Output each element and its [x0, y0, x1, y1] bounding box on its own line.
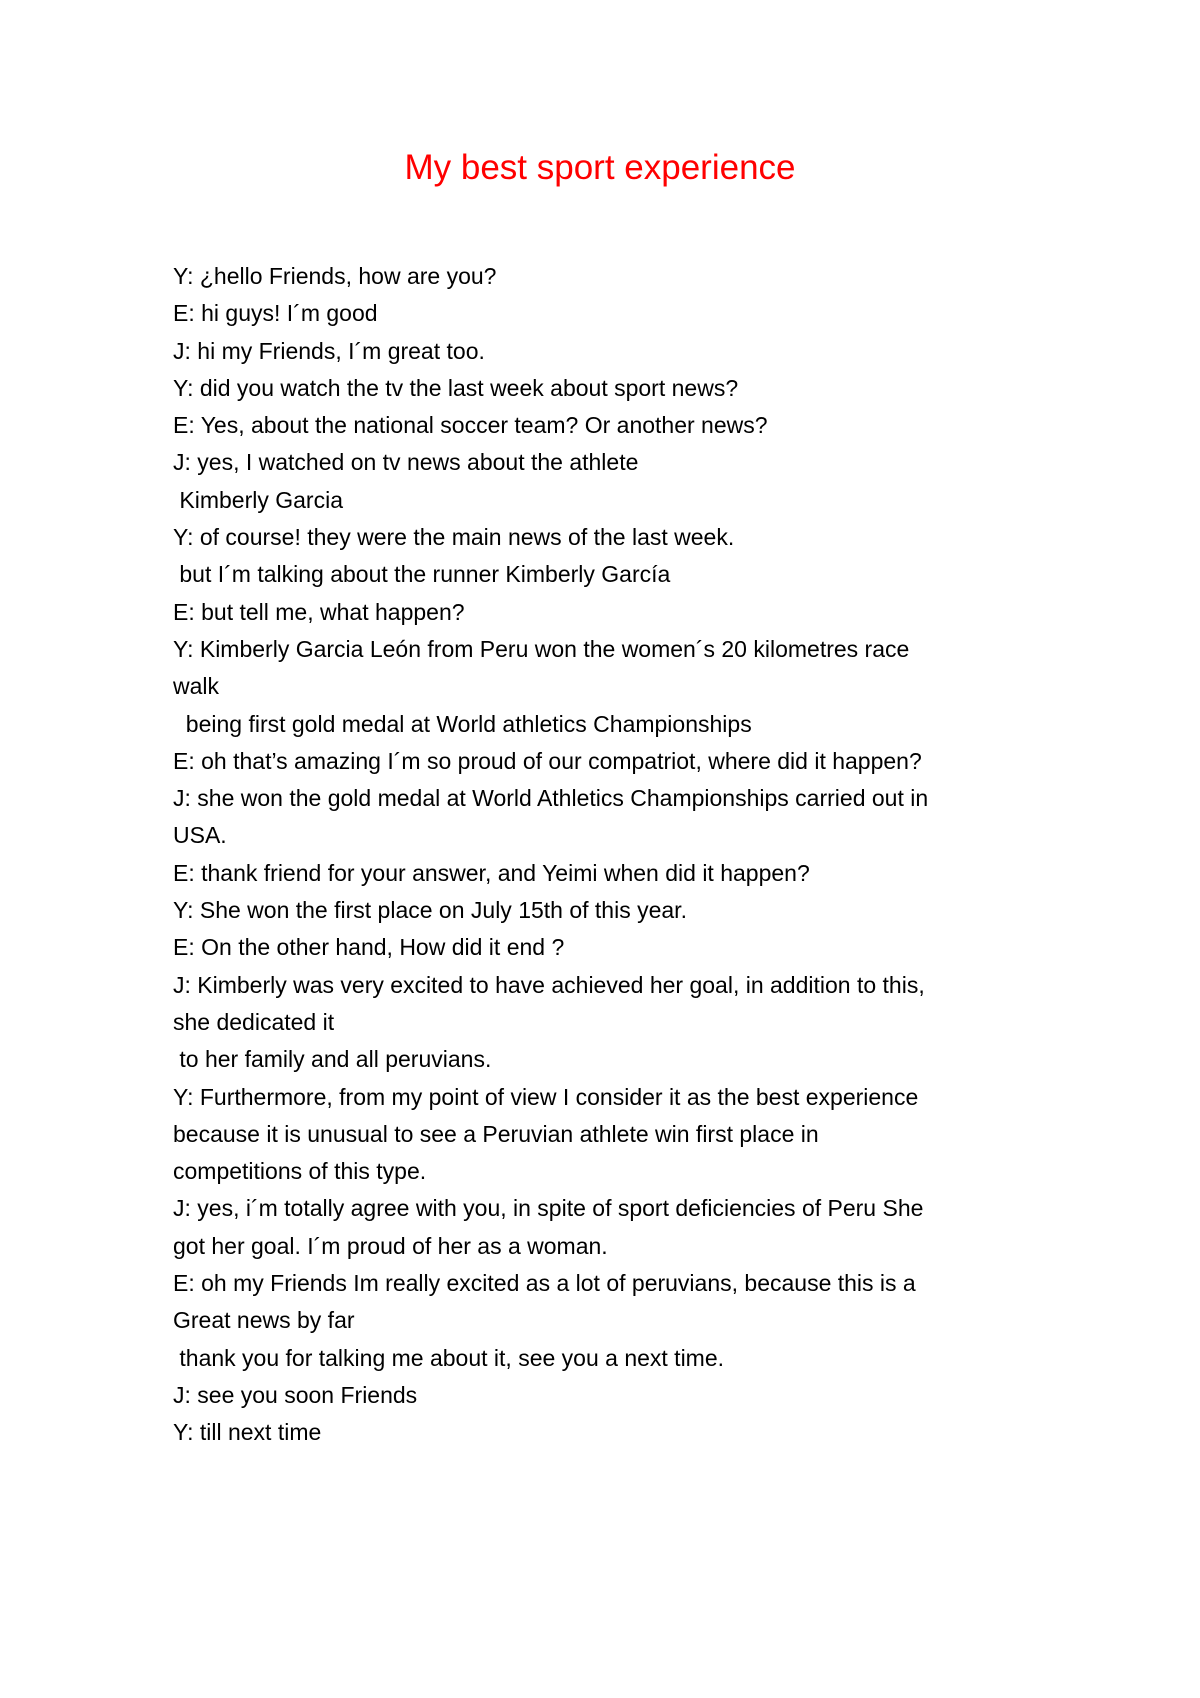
dialogue-line: Y: till next time	[173, 1419, 322, 1446]
dialogue-line: she dedicated it	[173, 1008, 335, 1035]
dialogue-line: J: yes, i´m totally agree with you, in spite of sport deficiencies of Peru She	[173, 1195, 924, 1222]
dialogue-line: J: see you soon Friends	[173, 1381, 418, 1408]
dialogue-line: Y: Furthermore, from my point of view I consider it as the best experience	[173, 1083, 919, 1110]
dialogue-line: E: oh that’s amazing I´m so proud of our compatriot, where did it happen?	[173, 747, 922, 774]
dialogue-line: J: hi my Friends, I´m great too.	[173, 337, 485, 364]
dialogue-line: E: oh my Friends Im really excited as a lot of peruvians, because this is a	[173, 1270, 916, 1297]
dialogue-line: J: yes, I watched on tv news about the athlete	[173, 449, 639, 476]
dialogue-line: E: Yes, about the national soccer team? Or another news?	[173, 412, 768, 439]
dialogue-line: E: but tell me, what happen?	[173, 598, 465, 625]
dialogue-line: being first gold medal at World athletics Championships	[173, 710, 752, 737]
dialogue-line: J: Kimberly was very excited to have achieved her goal, in addition to this,	[173, 971, 925, 998]
dialogue-line: walk	[173, 673, 220, 700]
dialogue-line: E: thank friend for your answer, and Yeimi when did it happen?	[173, 859, 810, 886]
dialogue-line: E: hi guys! I´m good	[173, 300, 378, 327]
dialogue-line: competitions of this type.	[173, 1158, 427, 1185]
dialogue-line: but I´m talking about the runner Kimberly García	[173, 561, 671, 588]
dialogue-line: Great news by far	[173, 1307, 355, 1334]
dialogue-body	[173, 258, 1043, 1452]
dialogue-line: USA.	[173, 822, 227, 849]
dialogue-line: Y: did you watch the tv the last week about sport news?	[173, 374, 739, 401]
document-title: My best sport experience	[404, 148, 796, 187]
dialogue-line: J: she won the gold medal at World Athletics Championships carried out in	[173, 785, 929, 812]
dialogue-line: Y: ¿hello Friends, how are you?	[173, 263, 497, 289]
dialogue-line: Y: of course! they were the main news of the last week.	[173, 524, 735, 551]
dialogue-line: because it is unusual to see a Peruvian athlete win first place in	[173, 1120, 819, 1147]
dialogue-line: to her family and all peruvians.	[173, 1046, 492, 1073]
dialogue-line: thank you for talking me about it, see you a next time.	[173, 1344, 725, 1371]
dialogue-line: Kimberly Garcia	[173, 486, 343, 513]
dialogue-line: got her goal. I´m proud of her as a woman.	[173, 1232, 608, 1259]
dialogue-line: Y: She won the first place on July 15th of this year.	[173, 897, 687, 924]
dialogue-line: Y: Kimberly Garcia León from Peru won the women´s 20 kilometres race	[173, 635, 910, 662]
dialogue-line: E: On the other hand, How did it end ?	[173, 934, 565, 961]
